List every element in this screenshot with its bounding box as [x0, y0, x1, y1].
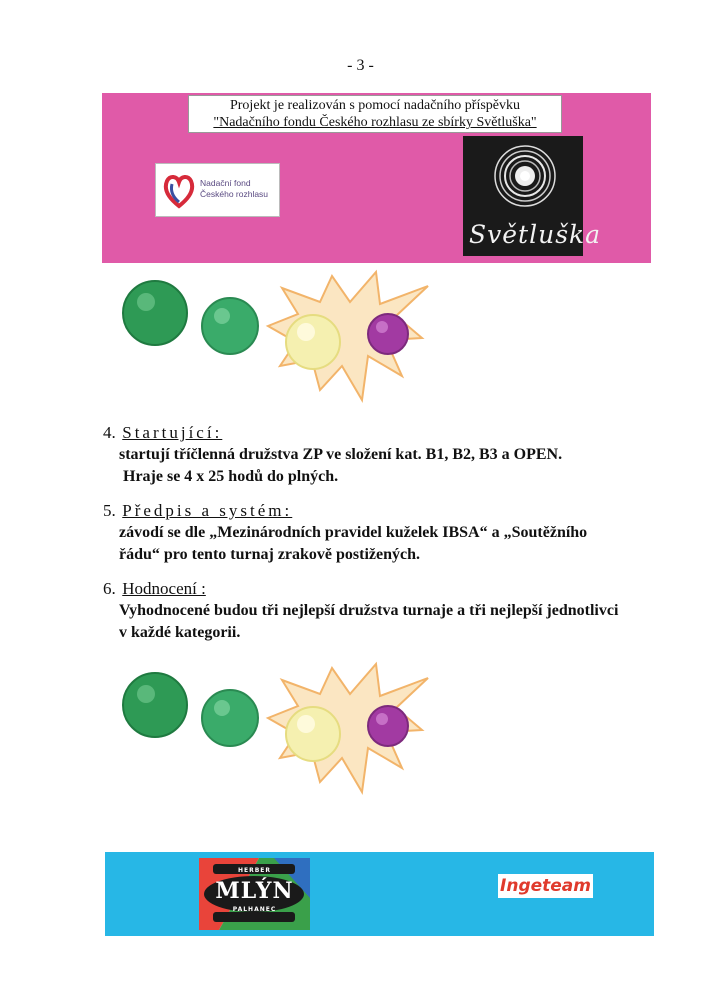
section-line: Hraje se 4 x 25 hodů do plných.	[123, 468, 339, 485]
section-title: Hodnocení :	[122, 579, 206, 598]
svetluska-logo	[463, 136, 602, 256]
funding-note	[188, 95, 562, 133]
section-predpis	[103, 500, 587, 566]
purple-ball	[368, 706, 408, 746]
section-title: Startující:	[122, 423, 223, 442]
funding-note-line1: Projekt je realizován s pomocí nadačního příspěvku	[229, 98, 521, 113]
heart-icon	[162, 170, 196, 210]
green-ball-medium	[202, 298, 258, 354]
section-line: Vyhodnocené budou tři nejlepší družstva turnaje a tři nejlepší jednotlivci	[119, 602, 619, 619]
section-number: 4.	[103, 423, 116, 442]
fund-logo-line1: Nadační fond	[200, 178, 251, 188]
purple-ball	[368, 314, 408, 354]
funding-note-line2: "Nadačního fondu Českého rozhlasu ze sbírky Světluška"	[213, 115, 537, 130]
sponsor-banner-top	[102, 93, 651, 263]
radio-fund-logo	[155, 163, 280, 217]
green-ball-medium	[202, 690, 258, 746]
section-number: 5.	[103, 501, 116, 520]
section-hodnoceni	[103, 578, 618, 644]
decorative-balls-2	[110, 660, 430, 800]
mlyn-logo	[199, 858, 310, 930]
section-line: startují tříčlenná družstva ZP ve složení kat. B1, B2, B3 a OPEN.	[119, 446, 563, 463]
section-line: řádu“ pro tento turnaj zrakově postižených.	[119, 546, 421, 563]
section-startujici	[103, 422, 562, 488]
ingeteam-logo-text: Ingeteam	[500, 876, 591, 896]
mlyn-logo-main: MLÝN	[215, 878, 294, 904]
decorative-balls-1	[110, 268, 430, 408]
section-number: 6.	[103, 579, 116, 598]
sponsor-banner-bottom	[105, 852, 654, 936]
green-ball-large	[123, 281, 187, 345]
page-number: - 3 -	[347, 57, 374, 74]
yellow-ball	[286, 707, 340, 761]
fund-logo-line2: Českého rozhlasu	[200, 189, 269, 199]
green-ball-large	[123, 673, 187, 737]
section-line: v každé kategorii.	[119, 624, 241, 641]
section-line: závodí se dle „Mezinárodních pravidel kuželek IBSA“ a „Soutěžního	[119, 524, 588, 541]
svetluska-logo-name: Světluška	[469, 220, 602, 249]
mlyn-logo-bottom: PALHANEC	[232, 906, 277, 913]
ingeteam-logo	[498, 874, 593, 898]
yellow-ball	[286, 315, 340, 369]
section-title: Předpis a systém:	[122, 501, 293, 520]
mlyn-logo-top: HERBER	[237, 867, 272, 874]
